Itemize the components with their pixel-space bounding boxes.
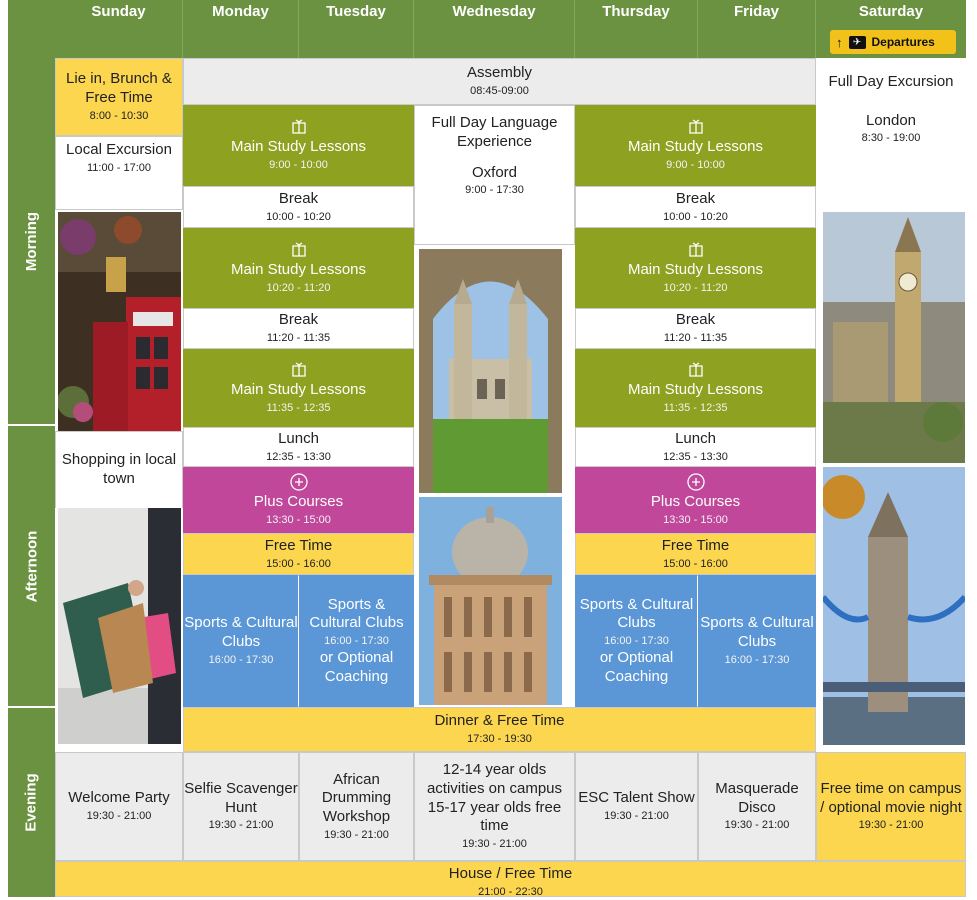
friday-evening: Masquerade Disco 19:30 - 21:00 [698, 752, 816, 861]
sunday-local-excursion: Local Excursion 11:00 - 17:00 [55, 136, 183, 210]
airplane-icon: ✈ [849, 36, 866, 49]
lunch: Lunch 12:35 - 13:30 [575, 427, 816, 467]
break: Break 11:20 - 11:35 [575, 308, 816, 349]
photo-phone-boxes [58, 212, 181, 431]
sports-clubs-optional: Sports & Cultural Clubs 16:00 - 17:30 or Optional Coaching [299, 575, 414, 707]
departures-button[interactable] [830, 30, 956, 54]
header-sunday: Sunday [55, 0, 183, 58]
book-icon [289, 118, 309, 136]
header-thursday: Thursday [575, 0, 698, 58]
saturday-excursion: Full Day Excursion London 8:30 - 19:00 [816, 58, 966, 208]
book-icon [289, 361, 309, 379]
break: Break 10:00 - 10:20 [575, 186, 816, 228]
header-wednesday: Wednesday [414, 0, 575, 58]
main-study-lessons: Main Study Lessons 11:35 - 12:35 [183, 349, 414, 427]
main-study-lessons: Main Study Lessons 9:00 - 10:00 [183, 105, 414, 186]
plus-courses: Plus Courses 13:30 - 15:00 [575, 467, 816, 533]
free-time: Free Time 15:00 - 16:00 [183, 533, 414, 575]
tuesday-evening: African Drumming Workshop 19:30 - 21:00 [299, 752, 414, 861]
departures-label: Departures [871, 35, 935, 49]
free-time: Free Time 15:00 - 16:00 [575, 533, 816, 575]
period-afternoon: Afternoon [23, 530, 40, 602]
header-monday: Monday [183, 0, 299, 58]
dinner-free-time: Dinner & Free Time 17:30 - 19:30 [183, 707, 816, 752]
sports-clubs: Sports & Cultural Clubs 16:00 - 17:30 [183, 575, 299, 707]
photo-radcliffe-camera [419, 497, 562, 705]
plus-circle-icon [686, 473, 706, 491]
sunday-shopping: Shopping in local town [55, 431, 183, 508]
main-study-lessons: Main Study Lessons 9:00 - 10:00 [575, 105, 816, 186]
main-study-lessons: Main Study Lessons 10:20 - 11:20 [575, 228, 816, 308]
main-study-lessons: Main Study Lessons 10:20 - 11:20 [183, 228, 414, 308]
header-tuesday: Tuesday [299, 0, 414, 58]
period-morning: Morning [23, 211, 40, 271]
monday-evening: Selfie Scavenger Hunt 19:30 - 21:00 [183, 752, 299, 861]
period-evening: Evening [23, 773, 41, 832]
photo-shopping-bags [58, 508, 181, 744]
saturday-evening: Free time on campus / optional movie night 19:30 - 21:00 [816, 752, 966, 861]
book-icon [289, 241, 309, 259]
photo-big-ben [823, 212, 965, 463]
thursday-evening: ESC Talent Show 19:30 - 21:00 [575, 752, 698, 861]
sports-clubs-optional: Sports & Cultural Clubs 16:00 - 17:30 or Optional Coaching [575, 575, 698, 707]
sunday-lie-in: Lie in, Brunch & Free Time 8:00 - 10:30 [55, 58, 183, 136]
break: Break 10:00 - 10:20 [183, 186, 414, 228]
book-icon [686, 361, 706, 379]
house-free-time: House / Free Time 21:00 - 22:30 [55, 861, 966, 897]
sports-clubs: Sports & Cultural Clubs 16:00 - 17:30 [698, 575, 816, 707]
sunday-evening: Welcome Party 19:30 - 21:00 [55, 752, 183, 861]
plus-circle-icon [289, 473, 309, 491]
lunch: Lunch 12:35 - 13:30 [183, 427, 414, 467]
photo-oxford-college [419, 249, 562, 493]
break: Break 11:20 - 11:35 [183, 308, 414, 349]
book-icon [686, 118, 706, 136]
photo-tower-bridge [823, 467, 965, 745]
spacer [816, 745, 966, 752]
main-study-lessons: Main Study Lessons 11:35 - 12:35 [575, 349, 816, 427]
assembly: Assembly 08:45-09:00 [183, 58, 816, 105]
header-friday: Friday [698, 0, 816, 58]
wednesday-excursion: Full Day Language Experience Oxford 9:00 - 17:30 [414, 105, 575, 245]
header-saturday: Saturday [858, 3, 924, 20]
wednesday-evening: 12-14 year olds activities on campus 15-17 year olds free time 19:30 - 21:00 [414, 752, 575, 861]
arrow-up-icon: ↑ [836, 34, 843, 50]
plus-courses: Plus Courses 13:30 - 15:00 [183, 467, 414, 533]
book-icon [686, 241, 706, 259]
